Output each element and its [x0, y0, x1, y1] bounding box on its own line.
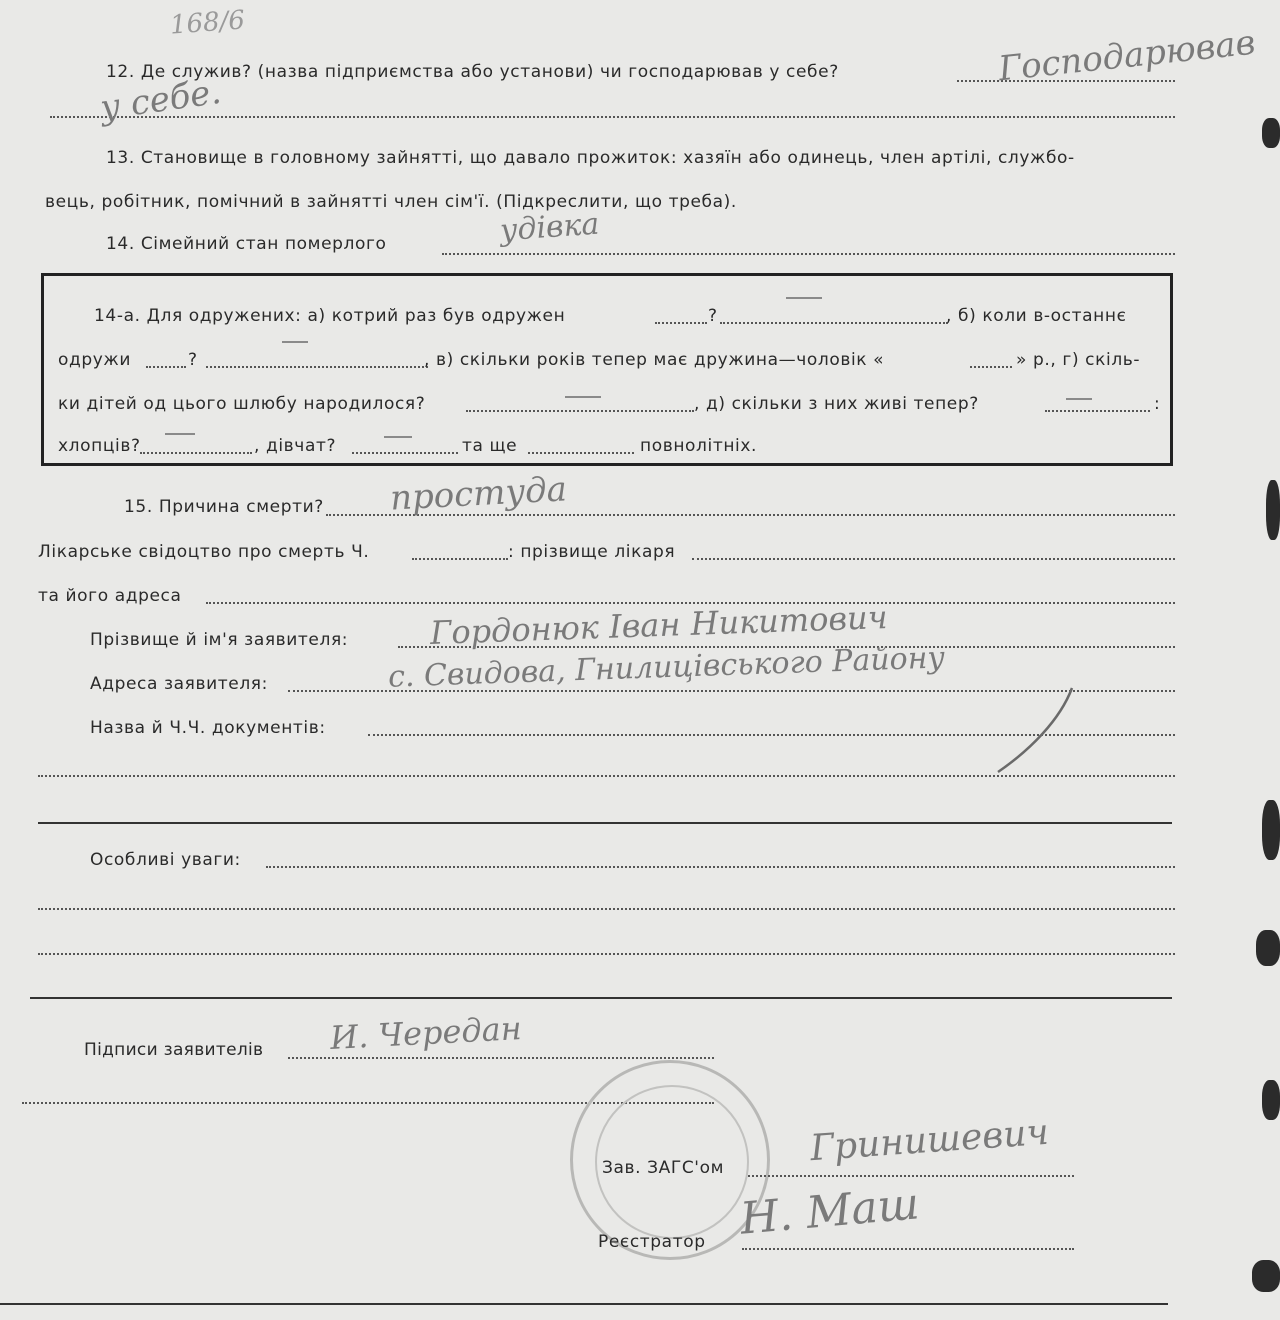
remarks-line-2	[38, 908, 1175, 910]
q14a-line1-c: , б) коли в-останнє	[946, 306, 1127, 326]
q13-line2: вець, робітник, помічний в зайнятті член сім'ї. (Підкреслити, що треба).	[45, 192, 737, 212]
archive-number: 168/6	[169, 5, 246, 41]
zags-head-signature: Гринишевич	[808, 1111, 1051, 1170]
applicants-signature-label: Підписи заявителів	[84, 1040, 264, 1060]
q14a-line4-a: хлопців?	[58, 436, 141, 456]
remarks-label: Особливі уваги:	[90, 850, 241, 870]
registrar-signature: Н. Маш	[738, 1178, 922, 1245]
q14a-line3-a: ки дітей од цього шлюбу народилося?	[58, 394, 426, 414]
remarks-line-1	[266, 866, 1175, 868]
page-bottom-rule	[0, 1303, 1168, 1305]
q14a-married-when-field	[146, 366, 186, 368]
q14a-times-married-field	[655, 322, 707, 324]
q12-answer-line1: Господарював	[996, 22, 1258, 90]
doctor-surname-field	[692, 558, 1175, 560]
dash-mark	[384, 436, 412, 438]
q12-line2	[50, 116, 1175, 118]
doctor-surname-label: : прізвище лікаря	[508, 542, 676, 562]
q12-answer-line2: у себе.	[97, 71, 224, 129]
edge-damage-mark	[1266, 480, 1280, 540]
q14-label: 14. Сімейний стан померлого	[106, 234, 387, 254]
q14a-line1-b: ?	[708, 306, 718, 326]
applicants-signature-line	[288, 1057, 714, 1059]
edge-damage-mark	[1262, 1080, 1280, 1120]
applicant-address-label: Адреса заявителя:	[90, 674, 268, 694]
doctor-address-label: та його адреса	[38, 586, 182, 606]
q13-line1: 13. Становище в головному зайнятті, що давало прожиток: хазяїн або одинець, член артілі, службо-	[106, 148, 1075, 168]
dash-mark	[565, 396, 601, 398]
registrar-label: Реєстратор	[598, 1232, 706, 1252]
q14a-girls-field	[352, 452, 458, 454]
registrar-line	[742, 1248, 1074, 1250]
q14a-boys-field	[140, 452, 252, 454]
q14a-line1-a: 14-а. Для одружених: а) котрий раз був одружен	[94, 306, 566, 326]
applicant-name-label: Прізвище й ім'я заявителя:	[90, 630, 349, 650]
section-divider	[38, 822, 1172, 824]
edge-damage-mark	[1262, 800, 1280, 860]
remarks-line-3	[38, 953, 1175, 955]
dash-mark	[786, 297, 822, 299]
q14a-line2-d: » р., г) скіль-	[1016, 350, 1141, 370]
edge-damage-mark	[1252, 1260, 1280, 1292]
q14a-children-born-field	[466, 410, 694, 412]
applicant-name-value: Гордонюк Іван Никитович	[429, 598, 889, 652]
q14a-adults-field	[528, 452, 634, 454]
applicants-signature-value: И. Чередан	[329, 1009, 523, 1057]
q14a-line3-c: :	[1154, 394, 1161, 414]
edge-damage-mark	[1262, 118, 1280, 148]
documents-label: Назва й Ч.Ч. документів:	[90, 718, 326, 738]
q14a-line2-field	[206, 366, 428, 368]
edge-damage-mark	[1256, 930, 1280, 966]
q14a-line2-a: одружи	[58, 350, 131, 370]
section-divider	[30, 997, 1172, 999]
q14-answer: удівка	[498, 206, 601, 249]
medical-certificate-label: Лікарське свідоцтво про смерть Ч.	[38, 542, 370, 562]
q14-line	[442, 253, 1175, 255]
q14a-line4-d: повнолітніх.	[640, 436, 758, 456]
zags-head-label: Зав. ЗАГС'ом	[602, 1158, 725, 1178]
dash-mark	[282, 341, 308, 343]
certificate-number-field	[412, 558, 508, 560]
q14a-line2-c: , в) скільки років тепер має дружина—чоловік «	[424, 350, 885, 370]
q14a-spouse-age-field	[970, 366, 1012, 368]
q14a-children-alive-field	[1045, 410, 1150, 412]
q14a-line2-b: ?	[188, 350, 198, 370]
dash-mark	[165, 433, 195, 435]
applicant-address-value: с. Свидова, Гнилицівського Району	[387, 640, 946, 695]
q14a-line4-b: , дівчат?	[254, 436, 337, 456]
q14a-line3-b: , д) скільки з них живі тепер?	[694, 394, 979, 414]
dash-mark	[1066, 398, 1092, 400]
q12-label: 12. Де служив? (назва підприємства або установи) чи господарював у себе?	[106, 62, 839, 82]
q15-answer: простуда	[389, 469, 568, 519]
strike-mark	[990, 680, 1090, 780]
q15-label: 15. Причина смерти?	[124, 497, 324, 517]
doctor-address-field	[206, 602, 1175, 604]
q14a-line1-field	[720, 322, 948, 324]
q14a-line4-c: та ще	[462, 436, 518, 456]
zags-head-line	[748, 1175, 1074, 1177]
